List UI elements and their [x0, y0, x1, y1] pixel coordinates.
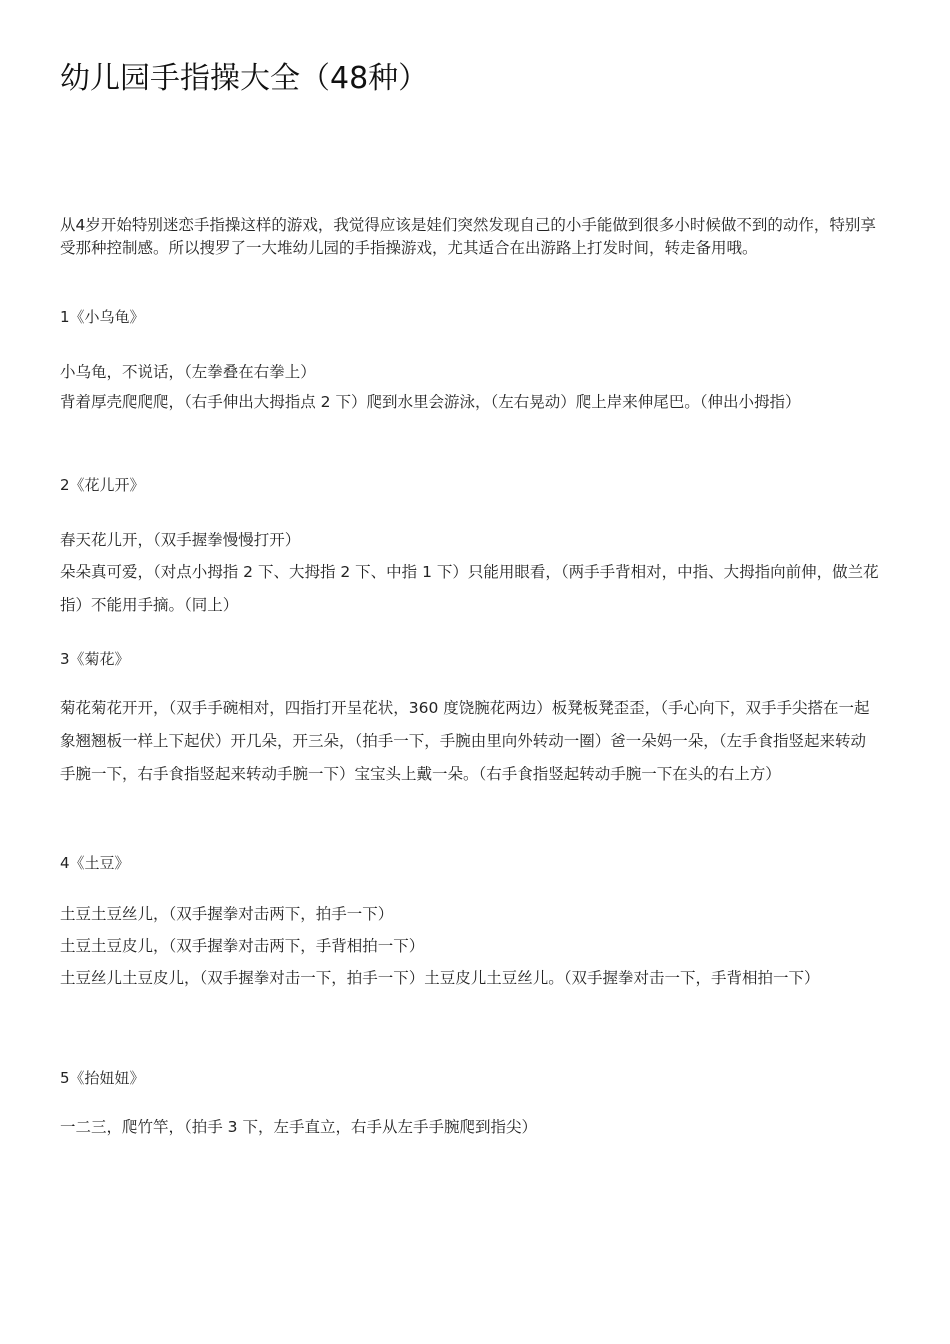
section-line: 春天花儿开，（双手握拳慢慢打开）	[60, 531, 301, 549]
section-xiao-wu-gui	[60, 306, 880, 416]
section-line: 土豆土豆皮儿，（双手握拳对击两下，手背相拍一下）	[60, 937, 425, 955]
section-heading: 4《土豆》	[60, 854, 130, 872]
section-line: 朵朵真可爱，（对点小拇指 2 下、大拇指 2 下、中指 1 下）只能用眼看，（两手手背相对，中指、大拇指向前伸，做兰花指）不能用手摘。（同上）	[60, 563, 879, 614]
intro-paragraph: 从4岁开始特别迷恋手指操这样的游戏，我觉得应该是娃们突然发现自己的小手能做到很多小时候做不到的动作，特别享受那种控制感。所以搜罗了一大堆幼儿园的手指操游戏，尤其适合在出游路上打发时间，转走备用哦。	[60, 216, 876, 257]
section-heading: 3《菊花》	[60, 650, 130, 668]
section-tu-dou	[60, 852, 880, 995]
section-tai-niu-niu	[60, 1067, 880, 1141]
section-line: 菊花菊花开开，（双手手碗相对，四指打开呈花状，360 度饶腕花两边）板凳板凳歪歪，（手心向下，双手手尖搭在一起象翘翘板一样上下起伏）开几朵，开三朵，（拍手一下，手腕由里向外转动一圈）爸一朵妈一朵，（左手食指竖起来转动手腕一下，右手食指竖起来转动手腕一下）宝宝头上戴一朵。（右手食指竖起转动手腕一下在头的右上方）	[60, 699, 870, 783]
document-title: 幼儿园手指操大全（48种）	[60, 61, 429, 96]
section-heading: 2《花儿开》	[60, 476, 145, 494]
section-ju-hua	[60, 648, 880, 791]
section-line: 背着厚壳爬爬爬，（右手伸出大拇指点 2 下）爬到水里会游泳，（左右晃动）爬上岸来伸尾巴。（伸出小拇指）	[60, 393, 801, 411]
section-heading: 1《小乌龟》	[60, 308, 145, 326]
section-line: 一二三，爬竹竿，（拍手 3 下，左手直立，右手从左手手腕爬到指尖）	[60, 1118, 537, 1136]
section-line: 土豆丝儿土豆皮儿，（双手握拳对击一下，拍手一下）土豆皮儿土豆丝儿。（双手握拳对击一下，手背相拍一下）	[60, 969, 820, 987]
section-heading: 5《抬妞妞》	[60, 1069, 145, 1087]
section-hua-er-kai	[60, 474, 880, 622]
section-line: 土豆土豆丝儿，（双手握拳对击两下，拍手一下）	[60, 905, 394, 923]
section-line: 小乌龟，不说话，（左拳叠在右拳上）	[60, 363, 316, 381]
